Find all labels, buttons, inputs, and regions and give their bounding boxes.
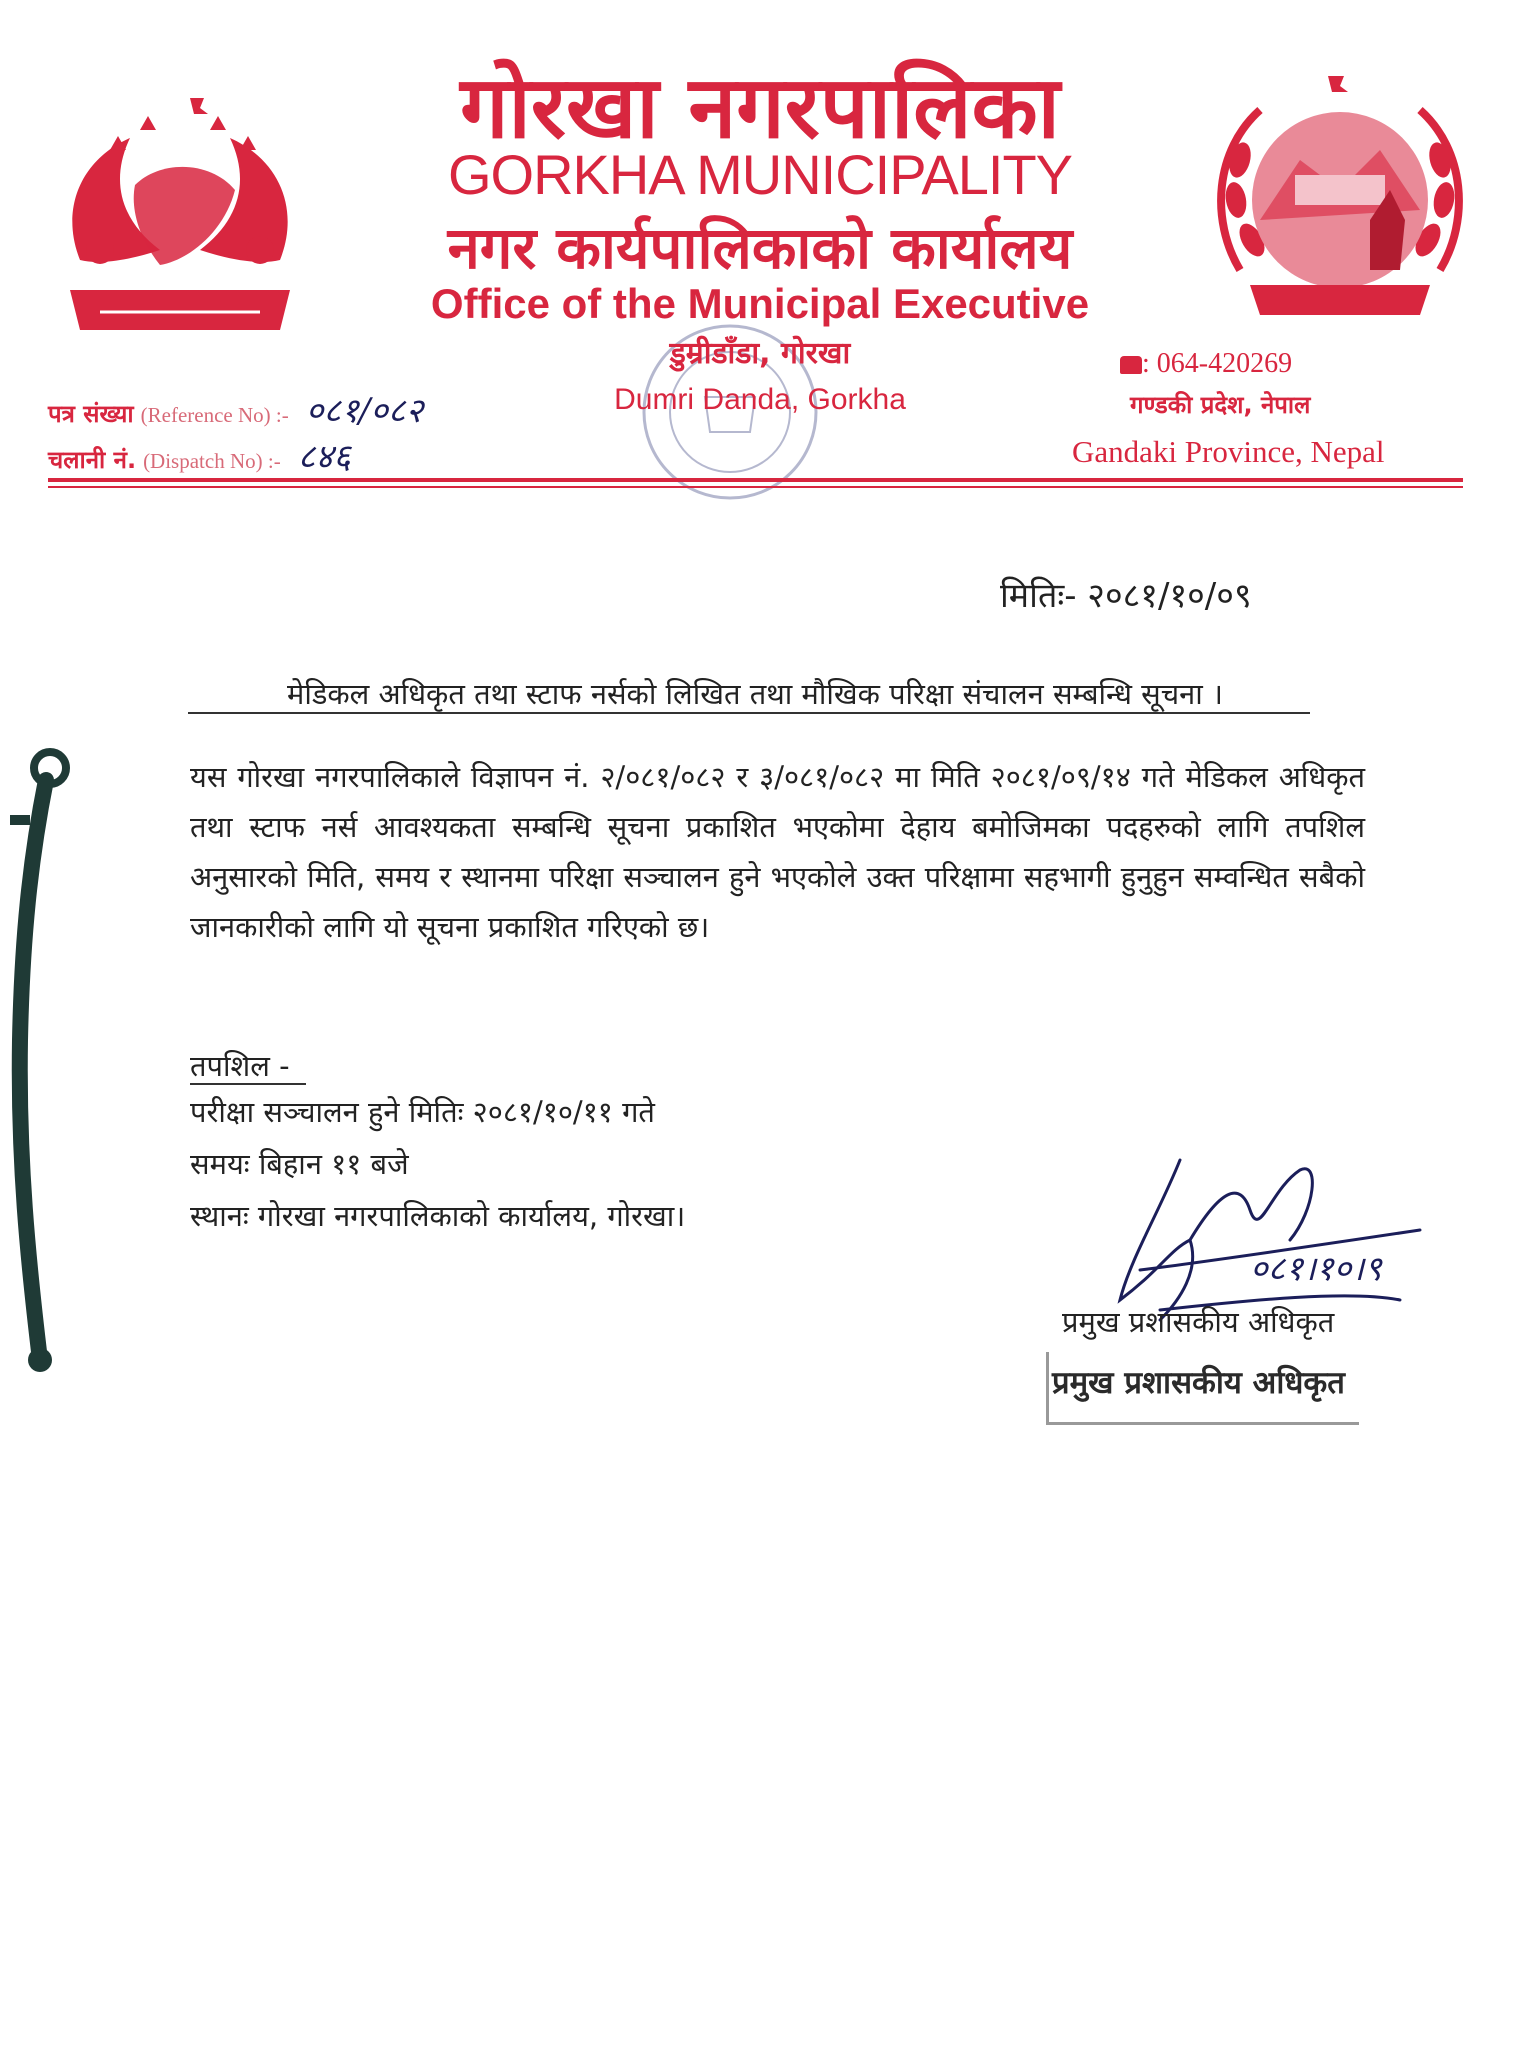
province-english: Gandaki Province, Nepal — [1072, 434, 1385, 469]
signature-date: ०८१।१०।९ — [1250, 1249, 1382, 1289]
dispatch-number-row — [48, 437, 351, 477]
letter-body-paragraph: यस गोरखा नगरपालिकाले विज्ञापन नं. २/०८१/०८२ र ३/०८१/०८२ मा मिति २०८१/०९/१४ गते मेडिकल अधिकृत तथा स्टाफ नर्स आवश्यकता सम्बन्धि सूचना प्रकाशित भएकोमा देहाय बमोजिमका पदहरुको लागि तपशिल अनुसारको मिति, समय र स्थानमा परिक्षा सञ्चालन हुने भएकोले उक्त परिक्षामा सहभागी हुनुहुन सम्वन्धित सबैको जानकारीको लागि यो सूचना प्रकाशित गरिएको छ। — [190, 760, 1365, 944]
office-name-english: Office of the Municipal Executive — [430, 280, 1090, 327]
letter-subject: मेडिकल अधिकृत तथा स्टाफ नर्सको लिखित तथा मौखिक परिक्षा संचालन सम्बन्धि सूचना । — [287, 677, 1223, 711]
dispatch-label-nepali: चलानी नं. — [48, 446, 137, 474]
reference-label-english: (Reference No) :- — [140, 403, 289, 427]
province-nepali: गण्डकी प्रदेश, नेपाल — [1130, 391, 1311, 419]
municipality-name-english: GORKHA MUNICIPALITY — [447, 143, 1073, 206]
letter-date: मितिः- २०८१/१०/०९ — [1000, 576, 1252, 616]
dispatch-number-value: ८४६ — [297, 437, 351, 477]
details-heading: तपशिल - — [190, 1049, 290, 1083]
reference-label-nepali: पत्र संख्या — [48, 400, 134, 428]
binding-thread-icon — [0, 740, 80, 1380]
subject-underline — [188, 712, 1310, 714]
designation-stamp: प्रमुख प्रशासकीय अधिकृत — [1052, 1365, 1345, 1401]
detail-exam-time: समयः बिहान ११ बजे — [190, 1147, 409, 1181]
detail-exam-venue: स्थानः गोरखा नगरपालिकाको कार्यालय, गोरखा। — [190, 1199, 686, 1233]
address-english: Dumri Danda, Gorkha — [614, 383, 906, 416]
header-divider-thin — [48, 486, 1463, 488]
dispatch-label-english: (Dispatch No) :- — [143, 449, 281, 473]
phone-number — [1120, 346, 1292, 382]
municipality-name-nepali: गोरखा नगरपालिका — [460, 58, 1060, 158]
reference-number-row — [48, 391, 424, 431]
details-heading-underline — [190, 1083, 306, 1085]
reference-number-value: ०८१/०८२ — [305, 391, 424, 431]
detail-exam-date: परीक्षा सञ्चालन हुने मितिः २०८१/१०/११ गते — [190, 1095, 655, 1129]
signatory-title: प्रमुख प्रशासकीय अधिकृत — [1062, 1305, 1335, 1339]
phone-value: : 064-420269 — [1142, 348, 1293, 379]
address-nepali: डुम्रीडाँडा, गोरखा — [669, 336, 851, 371]
header-divider — [48, 478, 1463, 482]
phone-icon — [1120, 356, 1142, 374]
office-name-nepali: नगर कार्यपालिकाको कार्यालय — [447, 214, 1073, 282]
